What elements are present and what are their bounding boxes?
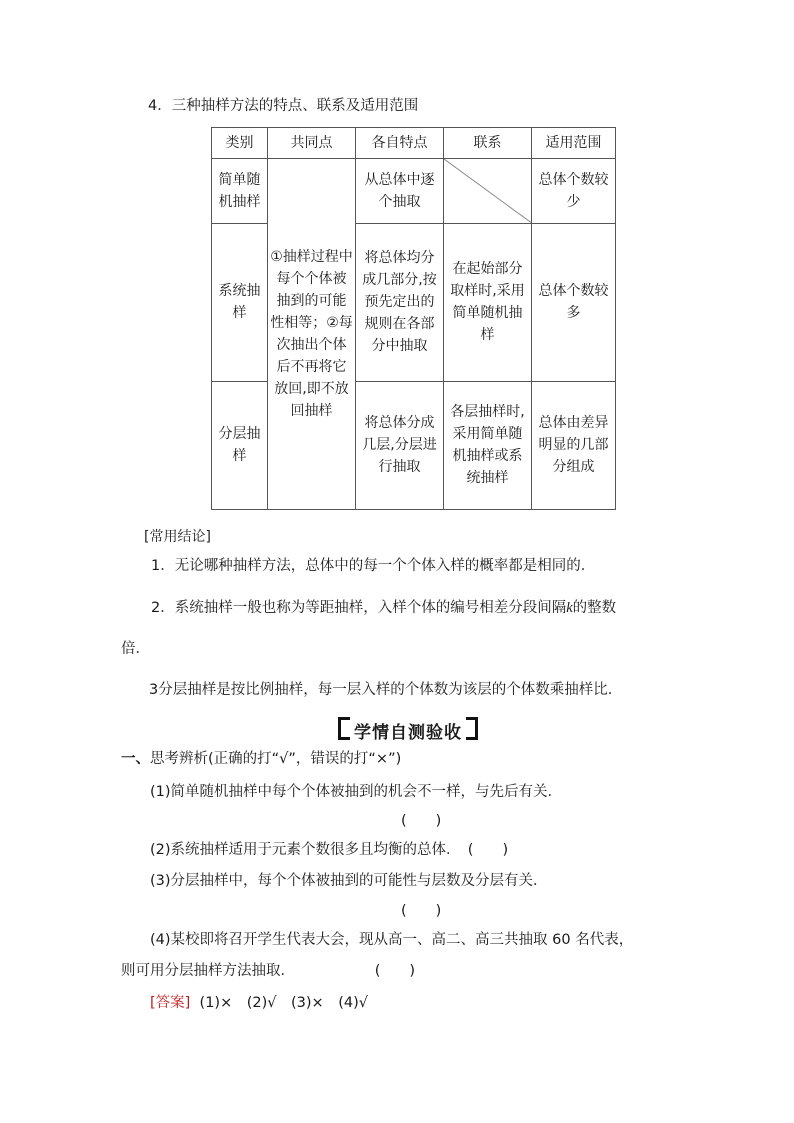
empty-diagonal-cell xyxy=(444,159,532,224)
right-bracket-icon xyxy=(466,717,478,740)
question-1: (1)简单随机抽样中每个个体被抽到的机会不一样，与先后有关． xyxy=(150,784,563,800)
conclusion-2 xyxy=(151,598,616,618)
answer-blank-3: ( ) xyxy=(401,903,442,919)
header-relation: 联系 xyxy=(444,128,532,159)
row-feature: 从总体中逐个抽取 xyxy=(356,159,444,224)
exercise-number: 一、 xyxy=(121,751,150,767)
section-heading: 4．三种抽样方法的特点、联系及适用范围 xyxy=(148,98,419,114)
conclusion-3: 3分层抽样是按比例抽样，每一层入样的个体数为该层的个体数乘抽样比． xyxy=(149,682,623,698)
conclusion-2-continued: 倍． xyxy=(121,641,150,657)
conclusion-2-tail: 的整数 xyxy=(572,600,617,616)
table-header-row xyxy=(212,128,616,159)
row-feature: 将总体分成几层,分层进行抽取 xyxy=(356,381,444,509)
diagonal-line xyxy=(444,159,531,223)
question-2: (2)系统抽样适用于元素个数很多且均衡的总体． ( ) xyxy=(150,842,509,858)
sampling-methods-table xyxy=(211,127,616,510)
common-point-cell: ①抽样过程中每个个体被抽到的可能性相等；②每次抽出个体后不再将它放回,即不放回抽样 xyxy=(268,159,356,510)
answer-values: (1)× (2)√ (3)× (4)√ xyxy=(199,995,368,1011)
header-scope: 适用范围 xyxy=(532,128,616,159)
table-row xyxy=(212,159,616,224)
left-bracket-icon xyxy=(338,717,350,740)
conclusion-1: 1．无论哪种抽样方法，总体中的每一个个体入样的概率都是相同的． xyxy=(151,558,596,574)
header-category: 类别 xyxy=(212,128,268,159)
row-relation: 各层抽样时,采用简单随机抽样或系统抽样 xyxy=(444,381,532,509)
exercise-title xyxy=(121,749,401,769)
row-scope: 总体由差异明显的几部分组成 xyxy=(532,381,616,509)
row-scope: 总体个数较少 xyxy=(532,159,616,224)
row-category: 系统抽样 xyxy=(212,223,268,381)
exercise-instructions: 思考辨析(正确的打“√”，错误的打“×”) xyxy=(150,751,402,767)
row-feature: 将总体均分成几部分,按预先定出的规则在各部分中抽取 xyxy=(356,223,444,381)
variable-k: k xyxy=(566,600,573,616)
self-test-banner xyxy=(338,717,478,743)
row-category: 分层抽样 xyxy=(212,381,268,509)
question-4-continued: 则可用分层抽样方法抽取． ( ) xyxy=(121,963,416,979)
row-scope: 总体个数较多 xyxy=(532,223,616,381)
answer-blank-1: ( ) xyxy=(401,813,442,829)
header-feature: 各自特点 xyxy=(356,128,444,159)
row-category: 简单随机抽样 xyxy=(212,159,268,224)
common-conclusions-tag: [常用结论] xyxy=(144,529,211,545)
question-3: (3)分层抽样中，每个个体被抽到的可能性与层数及分层有关． xyxy=(150,873,548,889)
header-common: 共同点 xyxy=(268,128,356,159)
question-4: (4)某校即将召开学生代表大会，现从高一、高二、高三共抽取 60 名代表， xyxy=(150,932,634,948)
answer-line xyxy=(150,993,368,1013)
banner-title: 学情自测验收 xyxy=(354,723,462,743)
row-relation: 在起始部分取样时,采用简单随机抽样 xyxy=(444,223,532,381)
conclusion-2-text: 2．系统抽样一般也称为等距抽样，入样个体的编号相差分段间隔 xyxy=(151,600,567,616)
answer-tag: [答案] xyxy=(150,995,191,1011)
